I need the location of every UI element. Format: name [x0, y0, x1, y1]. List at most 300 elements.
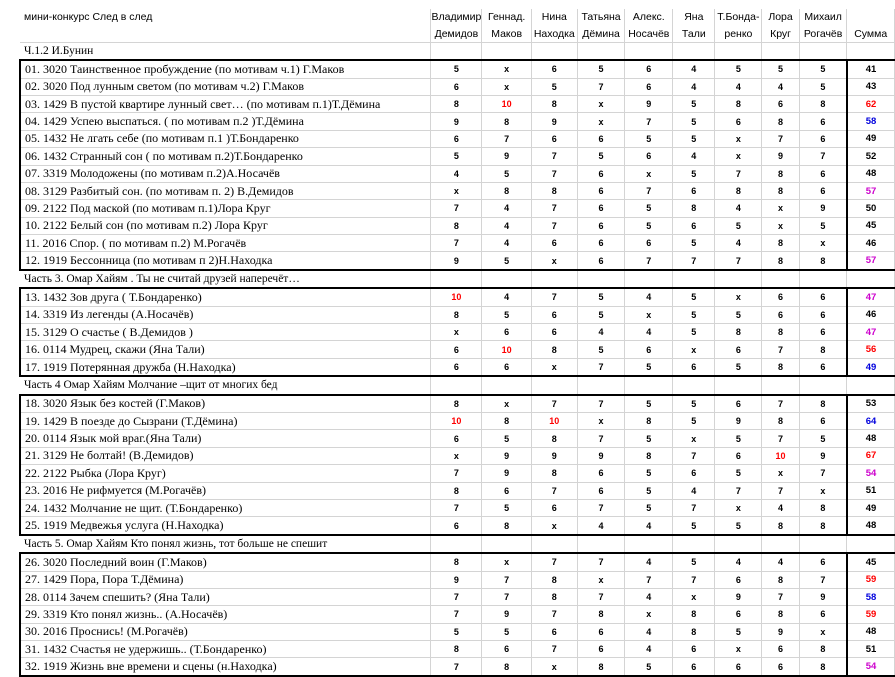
score-cell[interactable]: 8 — [762, 606, 800, 623]
score-cell[interactable]: x — [431, 447, 482, 464]
sum-cell[interactable]: 54 — [847, 465, 895, 482]
column-header-line1[interactable]: Нина — [531, 9, 577, 25]
empty-cell[interactable] — [762, 42, 800, 60]
score-cell[interactable]: 7 — [799, 571, 847, 588]
column-header-line2[interactable]: Носачёв — [625, 25, 673, 42]
score-cell[interactable]: 6 — [482, 482, 532, 499]
entry-title[interactable]: 12. 1919 Бессонница (по мотивам п 2)Н.Находка — [20, 252, 431, 270]
score-cell[interactable]: 8 — [799, 641, 847, 658]
score-cell[interactable]: 6 — [673, 641, 715, 658]
score-cell[interactable]: 7 — [531, 606, 577, 623]
score-cell[interactable]: 6 — [625, 78, 673, 95]
score-cell[interactable]: 10 — [482, 341, 532, 358]
entry-title[interactable]: 30. 2016 Проснись! (М.Рогачёв) — [20, 623, 431, 640]
score-cell[interactable]: 7 — [431, 588, 482, 605]
score-cell[interactable]: 5 — [715, 517, 762, 535]
sum-cell[interactable]: 62 — [847, 95, 895, 112]
header-blank-cell[interactable] — [20, 25, 431, 42]
score-cell[interactable]: 8 — [431, 482, 482, 499]
entry-title[interactable]: 06. 1432 Странный сон ( по мотивам п.2)Т.Бондаренко — [20, 148, 431, 165]
score-cell[interactable]: 8 — [673, 200, 715, 217]
entry-title[interactable]: 25. 1919 Медвежья услуга (Н.Находка) — [20, 517, 431, 535]
score-cell[interactable]: 4 — [625, 623, 673, 640]
score-cell[interactable]: 7 — [625, 182, 673, 199]
score-cell[interactable]: 4 — [625, 588, 673, 605]
score-cell[interactable]: 8 — [482, 517, 532, 535]
score-cell[interactable]: 6 — [431, 341, 482, 358]
score-cell[interactable]: 6 — [431, 130, 482, 147]
score-cell[interactable]: 4 — [715, 200, 762, 217]
score-cell[interactable]: 6 — [531, 499, 577, 516]
sum-cell[interactable]: 59 — [847, 606, 895, 623]
entry-title[interactable]: 11. 2016 Спор. ( по мотивам п.2) М.Рогачёв — [20, 235, 431, 252]
score-cell[interactable]: x — [531, 358, 577, 376]
score-cell[interactable]: 6 — [431, 430, 482, 447]
score-cell[interactable]: x — [673, 430, 715, 447]
score-cell[interactable]: 9 — [431, 252, 482, 270]
score-cell[interactable]: 8 — [799, 341, 847, 358]
score-cell[interactable]: 8 — [625, 447, 673, 464]
entry-title[interactable]: 19. 1429 В поезде до Сызрани (Т.Дёмина) — [20, 412, 431, 429]
score-cell[interactable]: 7 — [577, 395, 625, 413]
column-header-line1[interactable]: Михаил — [799, 9, 847, 25]
score-cell[interactable]: 5 — [715, 358, 762, 376]
score-cell[interactable]: 8 — [531, 182, 577, 199]
column-header-line1[interactable]: Владимир — [431, 9, 482, 25]
score-cell[interactable]: 8 — [762, 358, 800, 376]
score-cell[interactable]: 8 — [715, 182, 762, 199]
score-cell[interactable]: 5 — [625, 658, 673, 676]
score-cell[interactable]: 5 — [762, 60, 800, 78]
sum-cell[interactable]: 49 — [847, 130, 895, 147]
score-cell[interactable]: 7 — [531, 395, 577, 413]
score-cell[interactable]: 6 — [799, 130, 847, 147]
score-cell[interactable]: 8 — [762, 252, 800, 270]
score-cell[interactable]: 8 — [431, 553, 482, 571]
column-header-line1[interactable]: Татьяна — [577, 9, 625, 25]
score-cell[interactable]: 8 — [799, 499, 847, 516]
column-header-line1[interactable] — [847, 9, 895, 25]
entry-title[interactable]: 31. 1432 Счастья не удержишь.. (Т.Бондаренко) — [20, 641, 431, 658]
column-header-line2[interactable]: Находка — [531, 25, 577, 42]
section-heading[interactable]: Часть 4 Омар Хайям Молчание –щит от многих бед — [20, 376, 431, 394]
sum-cell[interactable]: 64 — [847, 412, 895, 429]
entry-title[interactable]: 29. 3319 Кто понял жизнь.. (А.Носачёв) — [20, 606, 431, 623]
score-cell[interactable]: 6 — [625, 60, 673, 78]
score-cell[interactable]: 7 — [762, 341, 800, 358]
score-cell[interactable]: 6 — [625, 235, 673, 252]
score-cell[interactable]: 5 — [625, 430, 673, 447]
empty-cell[interactable] — [625, 42, 673, 60]
score-cell[interactable]: x — [482, 395, 532, 413]
score-cell[interactable]: x — [577, 95, 625, 112]
score-cell[interactable]: 4 — [431, 165, 482, 182]
sum-cell[interactable]: 45 — [847, 553, 895, 571]
score-cell[interactable]: 6 — [577, 130, 625, 147]
score-cell[interactable]: 6 — [673, 465, 715, 482]
score-cell[interactable]: 8 — [531, 588, 577, 605]
score-cell[interactable]: 7 — [625, 571, 673, 588]
score-cell[interactable]: 5 — [673, 324, 715, 341]
score-cell[interactable]: 7 — [762, 588, 800, 605]
score-cell[interactable]: 5 — [431, 148, 482, 165]
score-cell[interactable]: 5 — [577, 306, 625, 323]
column-header-line1[interactable]: Алекс. — [625, 9, 673, 25]
score-cell[interactable]: 5 — [625, 217, 673, 234]
score-cell[interactable]: 4 — [577, 517, 625, 535]
empty-cell[interactable] — [531, 376, 577, 394]
score-cell[interactable]: 5 — [577, 288, 625, 306]
empty-cell[interactable] — [799, 270, 847, 288]
empty-cell[interactable] — [847, 535, 895, 553]
score-cell[interactable]: 5 — [482, 499, 532, 516]
score-cell[interactable]: 7 — [431, 465, 482, 482]
score-cell[interactable]: 5 — [673, 517, 715, 535]
score-cell[interactable]: 7 — [762, 430, 800, 447]
entry-title[interactable]: 24. 1432 Молчание не щит. (Т.Бондаренко) — [20, 499, 431, 516]
score-cell[interactable]: 6 — [531, 235, 577, 252]
score-cell[interactable]: 7 — [531, 553, 577, 571]
entry-title[interactable]: 28. 0114 Зачем спешить? (Яна Тали) — [20, 588, 431, 605]
score-cell[interactable]: 7 — [625, 252, 673, 270]
score-cell[interactable]: 7 — [531, 200, 577, 217]
score-cell[interactable]: 7 — [482, 571, 532, 588]
score-cell[interactable]: x — [625, 165, 673, 182]
empty-cell[interactable] — [673, 376, 715, 394]
score-cell[interactable]: 4 — [625, 553, 673, 571]
score-cell[interactable]: 8 — [799, 95, 847, 112]
score-cell[interactable]: 8 — [799, 658, 847, 676]
score-cell[interactable]: 6 — [799, 288, 847, 306]
empty-cell[interactable] — [431, 42, 482, 60]
score-cell[interactable]: 9 — [531, 447, 577, 464]
score-cell[interactable]: 6 — [531, 623, 577, 640]
score-cell[interactable]: 6 — [799, 306, 847, 323]
score-cell[interactable]: 5 — [431, 60, 482, 78]
score-cell[interactable]: 9 — [482, 148, 532, 165]
score-cell[interactable]: 7 — [577, 430, 625, 447]
score-cell[interactable]: 6 — [531, 324, 577, 341]
score-cell[interactable]: x — [431, 182, 482, 199]
score-cell[interactable]: 8 — [673, 606, 715, 623]
empty-cell[interactable] — [673, 42, 715, 60]
column-header-line1[interactable]: Лора — [762, 9, 800, 25]
score-cell[interactable]: 6 — [799, 412, 847, 429]
score-cell[interactable]: 6 — [673, 217, 715, 234]
score-cell[interactable]: 7 — [799, 148, 847, 165]
score-cell[interactable]: 9 — [625, 95, 673, 112]
score-cell[interactable]: 6 — [762, 95, 800, 112]
column-header-line1[interactable]: Яна — [673, 9, 715, 25]
empty-cell[interactable] — [847, 376, 895, 394]
score-cell[interactable]: 7 — [673, 499, 715, 516]
entry-title[interactable]: 03. 1429 В пустой квартире лунный свет… (по мотивам п.1)Т.Дёмина — [20, 95, 431, 112]
score-cell[interactable]: 5 — [625, 482, 673, 499]
score-cell[interactable]: 6 — [577, 235, 625, 252]
sum-cell[interactable]: 59 — [847, 571, 895, 588]
score-cell[interactable]: 6 — [715, 571, 762, 588]
empty-cell[interactable] — [482, 270, 532, 288]
score-cell[interactable]: 8 — [531, 341, 577, 358]
score-cell[interactable]: x — [531, 252, 577, 270]
score-cell[interactable]: 6 — [715, 113, 762, 130]
score-cell[interactable]: 8 — [762, 235, 800, 252]
score-cell[interactable]: 9 — [762, 623, 800, 640]
score-cell[interactable]: 5 — [482, 430, 532, 447]
empty-cell[interactable] — [531, 42, 577, 60]
column-header-line2[interactable]: ренко — [715, 25, 762, 42]
score-cell[interactable]: 8 — [715, 324, 762, 341]
score-cell[interactable]: 5 — [799, 78, 847, 95]
score-cell[interactable]: 5 — [715, 60, 762, 78]
score-cell[interactable]: x — [715, 130, 762, 147]
score-cell[interactable]: 9 — [762, 148, 800, 165]
empty-cell[interactable] — [625, 535, 673, 553]
score-cell[interactable]: 7 — [577, 358, 625, 376]
score-cell[interactable]: 7 — [531, 288, 577, 306]
entry-title[interactable]: 07. 3319 Молодожены (по мотивам п.2)А.Носачёв — [20, 165, 431, 182]
score-cell[interactable]: 5 — [673, 235, 715, 252]
entry-title[interactable]: 14. 3319 Из легенды (А.Носачёв) — [20, 306, 431, 323]
score-cell[interactable]: 6 — [799, 553, 847, 571]
sum-cell[interactable]: 48 — [847, 165, 895, 182]
score-cell[interactable]: 8 — [577, 606, 625, 623]
entry-title[interactable]: 02. 3020 Под лунным светом (по мотивам ч.2) Г.Маков — [20, 78, 431, 95]
empty-cell[interactable] — [431, 376, 482, 394]
sum-cell[interactable]: 43 — [847, 78, 895, 95]
score-cell[interactable]: 8 — [482, 113, 532, 130]
sum-cell[interactable]: 45 — [847, 217, 895, 234]
score-cell[interactable]: 5 — [482, 306, 532, 323]
score-cell[interactable]: 6 — [482, 324, 532, 341]
score-cell[interactable]: 6 — [431, 517, 482, 535]
sum-cell[interactable]: 50 — [847, 200, 895, 217]
section-heading[interactable]: Часть 3. Омар Хайям . Ты не считай друзей наперечёт… — [20, 270, 431, 288]
score-cell[interactable]: 5 — [482, 623, 532, 640]
sum-cell[interactable]: 46 — [847, 235, 895, 252]
score-cell[interactable]: 4 — [673, 60, 715, 78]
score-cell[interactable]: 6 — [715, 395, 762, 413]
score-cell[interactable]: 6 — [715, 447, 762, 464]
score-cell[interactable]: 5 — [673, 113, 715, 130]
score-cell[interactable]: 4 — [482, 200, 532, 217]
score-cell[interactable]: 7 — [531, 641, 577, 658]
score-cell[interactable]: 5 — [715, 306, 762, 323]
score-cell[interactable]: 8 — [531, 430, 577, 447]
score-cell[interactable]: 7 — [431, 200, 482, 217]
column-header-line1[interactable]: Геннад. — [482, 9, 532, 25]
score-cell[interactable]: x — [715, 148, 762, 165]
entry-title[interactable]: 04. 1429 Успею выспаться. ( по мотивам п.2 )Т.Дёмина — [20, 113, 431, 130]
sum-cell[interactable]: 49 — [847, 358, 895, 376]
entry-title[interactable]: 17. 1919 Потерянная дружба (Н.Находка) — [20, 358, 431, 376]
score-cell[interactable]: 7 — [762, 130, 800, 147]
score-cell[interactable]: 5 — [625, 465, 673, 482]
score-cell[interactable]: 8 — [799, 395, 847, 413]
score-cell[interactable]: 5 — [673, 288, 715, 306]
score-cell[interactable]: 8 — [431, 306, 482, 323]
score-cell[interactable]: x — [762, 465, 800, 482]
score-cell[interactable]: x — [431, 324, 482, 341]
score-cell[interactable]: 4 — [715, 78, 762, 95]
score-cell[interactable]: 8 — [531, 95, 577, 112]
entry-title[interactable]: 15. 3129 О счастье ( В.Демидов ) — [20, 324, 431, 341]
score-cell[interactable]: 9 — [715, 588, 762, 605]
score-cell[interactable]: 6 — [799, 358, 847, 376]
score-cell[interactable]: 5 — [625, 499, 673, 516]
empty-cell[interactable] — [482, 42, 532, 60]
score-cell[interactable]: 6 — [673, 182, 715, 199]
empty-cell[interactable] — [799, 42, 847, 60]
column-header-line2[interactable]: Маков — [482, 25, 532, 42]
score-cell[interactable]: 6 — [531, 60, 577, 78]
score-cell[interactable]: 6 — [431, 78, 482, 95]
score-cell[interactable]: 6 — [531, 306, 577, 323]
score-cell[interactable]: 5 — [625, 130, 673, 147]
empty-cell[interactable] — [715, 270, 762, 288]
empty-cell[interactable] — [799, 535, 847, 553]
score-cell[interactable]: x — [577, 571, 625, 588]
empty-cell[interactable] — [762, 535, 800, 553]
score-cell[interactable]: 6 — [577, 482, 625, 499]
score-cell[interactable]: 9 — [482, 447, 532, 464]
score-cell[interactable]: 6 — [577, 252, 625, 270]
empty-cell[interactable] — [715, 42, 762, 60]
score-cell[interactable]: x — [577, 412, 625, 429]
sum-cell[interactable]: 58 — [847, 588, 895, 605]
sum-cell[interactable]: 41 — [847, 60, 895, 78]
sum-cell[interactable]: 48 — [847, 430, 895, 447]
sum-cell[interactable]: 67 — [847, 447, 895, 464]
sum-cell[interactable]: 48 — [847, 517, 895, 535]
sum-cell[interactable]: 54 — [847, 658, 895, 676]
score-cell[interactable]: 6 — [673, 658, 715, 676]
empty-cell[interactable] — [577, 535, 625, 553]
score-cell[interactable]: 6 — [577, 641, 625, 658]
score-cell[interactable]: 9 — [431, 113, 482, 130]
score-cell[interactable]: 5 — [577, 341, 625, 358]
score-cell[interactable]: 5 — [673, 165, 715, 182]
empty-cell[interactable] — [531, 270, 577, 288]
score-cell[interactable]: 7 — [531, 217, 577, 234]
score-cell[interactable]: 8 — [762, 165, 800, 182]
sum-cell[interactable]: 52 — [847, 148, 895, 165]
score-cell[interactable]: 7 — [431, 606, 482, 623]
score-cell[interactable]: x — [531, 517, 577, 535]
score-cell[interactable]: 6 — [625, 148, 673, 165]
score-cell[interactable]: 8 — [531, 465, 577, 482]
score-cell[interactable]: 9 — [431, 571, 482, 588]
score-cell[interactable]: x — [625, 606, 673, 623]
score-cell[interactable]: 5 — [431, 623, 482, 640]
entry-title[interactable]: 16. 0114 Мудрец, скажи (Яна Тали) — [20, 341, 431, 358]
score-cell[interactable]: x — [799, 235, 847, 252]
entry-title[interactable]: 13. 1432 Зов друга ( Т.Бондаренко) — [20, 288, 431, 306]
entry-title[interactable]: 01. 3020 Таинственное пробуждение (по мотивам ч.1) Г.Маков — [20, 60, 431, 78]
score-cell[interactable]: 6 — [762, 658, 800, 676]
score-cell[interactable]: 8 — [799, 517, 847, 535]
section-heading[interactable]: Ч.1.2 И.Бунин — [20, 42, 431, 60]
score-cell[interactable]: 8 — [799, 252, 847, 270]
score-cell[interactable]: 6 — [577, 182, 625, 199]
score-cell[interactable]: 9 — [482, 606, 532, 623]
score-cell[interactable]: x — [715, 288, 762, 306]
score-cell[interactable]: 5 — [715, 465, 762, 482]
score-cell[interactable]: 4 — [762, 499, 800, 516]
score-cell[interactable]: 6 — [715, 606, 762, 623]
score-cell[interactable]: 7 — [673, 252, 715, 270]
score-cell[interactable]: x — [673, 341, 715, 358]
score-cell[interactable]: 10 — [482, 95, 532, 112]
sum-cell[interactable]: 56 — [847, 341, 895, 358]
score-cell[interactable]: 4 — [673, 482, 715, 499]
score-cell[interactable]: 6 — [577, 165, 625, 182]
score-cell[interactable]: 5 — [625, 395, 673, 413]
score-cell[interactable]: 4 — [715, 553, 762, 571]
score-cell[interactable]: 7 — [482, 130, 532, 147]
empty-cell[interactable] — [431, 535, 482, 553]
score-cell[interactable]: 8 — [762, 113, 800, 130]
score-cell[interactable]: 10 — [431, 412, 482, 429]
entry-title[interactable]: 32. 1919 Жизнь вне времени и сцены (н.Находка) — [20, 658, 431, 676]
entry-title[interactable]: 20. 0114 Язык мой враг.(Яна Тали) — [20, 430, 431, 447]
score-cell[interactable]: 10 — [531, 412, 577, 429]
score-cell[interactable]: 8 — [431, 95, 482, 112]
score-cell[interactable]: 10 — [431, 288, 482, 306]
score-cell[interactable]: x — [482, 78, 532, 95]
entry-title[interactable]: 21. 3129 Не болтай! (В.Демидов) — [20, 447, 431, 464]
score-cell[interactable]: 7 — [531, 482, 577, 499]
empty-cell[interactable] — [531, 535, 577, 553]
column-header-line2[interactable]: Сумма — [847, 25, 895, 42]
empty-cell[interactable] — [715, 535, 762, 553]
score-cell[interactable]: 8 — [715, 95, 762, 112]
sum-cell[interactable]: 57 — [847, 182, 895, 199]
score-cell[interactable]: 8 — [482, 412, 532, 429]
score-cell[interactable]: 4 — [577, 324, 625, 341]
entry-title[interactable]: 05. 1432 Не лгать себе (по мотивам п.1 )Т.Бондаренко — [20, 130, 431, 147]
score-cell[interactable]: 5 — [673, 395, 715, 413]
entry-title[interactable]: 09. 2122 Под маской (по мотивам п.1)Лора Круг — [20, 200, 431, 217]
column-header-line2[interactable]: Дёмина — [577, 25, 625, 42]
sum-cell[interactable]: 51 — [847, 641, 895, 658]
score-cell[interactable]: 6 — [715, 341, 762, 358]
entry-title[interactable]: 10. 2122 Белый сон (по мотивам п.2) Лора Круг — [20, 217, 431, 234]
sum-cell[interactable]: 47 — [847, 324, 895, 341]
sum-cell[interactable]: 48 — [847, 623, 895, 640]
score-cell[interactable]: x — [625, 306, 673, 323]
empty-cell[interactable] — [577, 376, 625, 394]
sum-cell[interactable]: 58 — [847, 113, 895, 130]
empty-cell[interactable] — [577, 270, 625, 288]
score-cell[interactable]: 7 — [577, 588, 625, 605]
score-cell[interactable]: 9 — [799, 447, 847, 464]
score-cell[interactable]: 8 — [577, 658, 625, 676]
column-header-line2[interactable]: Рогачёв — [799, 25, 847, 42]
score-cell[interactable]: 8 — [673, 623, 715, 640]
empty-cell[interactable] — [762, 270, 800, 288]
score-cell[interactable]: x — [482, 60, 532, 78]
score-cell[interactable]: 7 — [762, 482, 800, 499]
score-cell[interactable]: 4 — [625, 324, 673, 341]
score-cell[interactable]: 5 — [577, 60, 625, 78]
column-header-line1[interactable]: Т.Бонда- — [715, 9, 762, 25]
column-header-line2[interactable]: Круг — [762, 25, 800, 42]
column-header-line2[interactable]: Демидов — [431, 25, 482, 42]
score-cell[interactable]: 6 — [431, 358, 482, 376]
score-cell[interactable]: 4 — [673, 78, 715, 95]
score-cell[interactable]: 4 — [625, 641, 673, 658]
